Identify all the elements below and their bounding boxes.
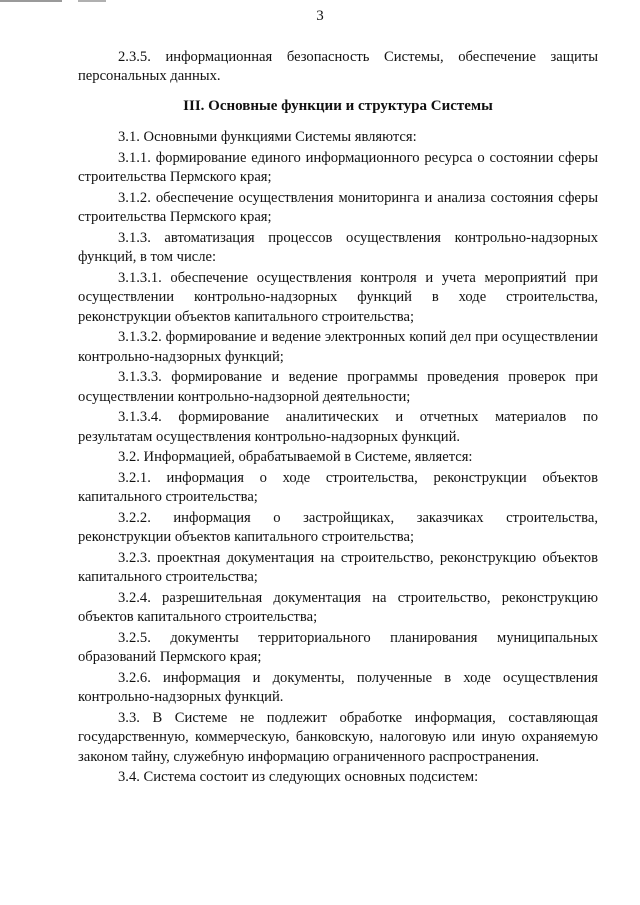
paragraph: 3.2.5. документы территориального планирования муниципальных образований Пермского края; [78,630,598,666]
paragraph: 3.2. Информацией, обрабатываемой в Системе, является: [118,449,473,466]
paragraph: 3.1.3.2. формирование и ведение электронных копий дел при осуществлении контрольно-надзорных функций; [78,329,598,365]
paragraph: 3.1.3.4. формирование аналитических и отчетных материалов по результатам осуществления контрольно-надзорных функций. [78,409,598,445]
paragraph: 3.1.3.1. обеспечение осуществления контроля и учета мероприятий при осуществлении контрольно-надзорных функций в ходе строительства, реконструкции объектов капитального строительства; [78,270,598,325]
paragraph: 3.2.6. информация и документы, полученные в ходе осуществления контрольно-надзорных функций. [78,670,598,706]
paragraph: 3.2.4. разрешительная документация на строительство, реконструкцию объектов капитального строительства; [78,590,598,626]
scan-edge-mark [78,0,106,2]
document-body [78,48,598,789]
paragraph: 3.4. Система состоит из следующих основных подсистем: [118,769,479,786]
paragraph: 3.1.3.3. формирование и ведение программы проведения проверок при осуществлении контрольно-надзорной деятельности; [78,369,598,405]
section-heading: III. Основные функции и структура Системы [183,98,493,115]
paragraph: 3.1.2. обеспечение осуществления мониторинга и анализа состояния сферы строительства Пермского края; [78,190,598,226]
scan-edge-mark [0,0,62,2]
paragraph: 3.3. В Системе не подлежит обработке информация, составляющая государственную, коммерческую, банковскую, налоговую или иную охраняемую законом тайну, служебную информацию ограниченного распространения. [78,710,598,765]
page-number: 3 [316,8,324,24]
paragraph: 3.1.1. формирование единого информационного ресурса о состоянии сферы строительства Пермского края; [78,150,598,186]
paragraph-2-3-5: 2.3.5. информационная безопасность Системы, обеспечение защиты персональных данных. [78,49,598,85]
paragraph: 3.2.3. проектная документация на строительство, реконструкцию объектов капитального строительства; [78,550,598,586]
paragraph: 3.2.1. информация о ходе строительства, реконструкции объектов капитального строительства; [78,470,598,506]
paragraph: 3.1.3. автоматизация процессов осуществления контрольно-надзорных функций, в том числе: [78,230,598,266]
paragraph: 3.2.2. информация о застройщиках, заказчиках строительства, реконструкции объектов капитального строительства; [78,510,598,546]
paragraph: 3.1. Основными функциями Системы являются: [118,129,417,146]
